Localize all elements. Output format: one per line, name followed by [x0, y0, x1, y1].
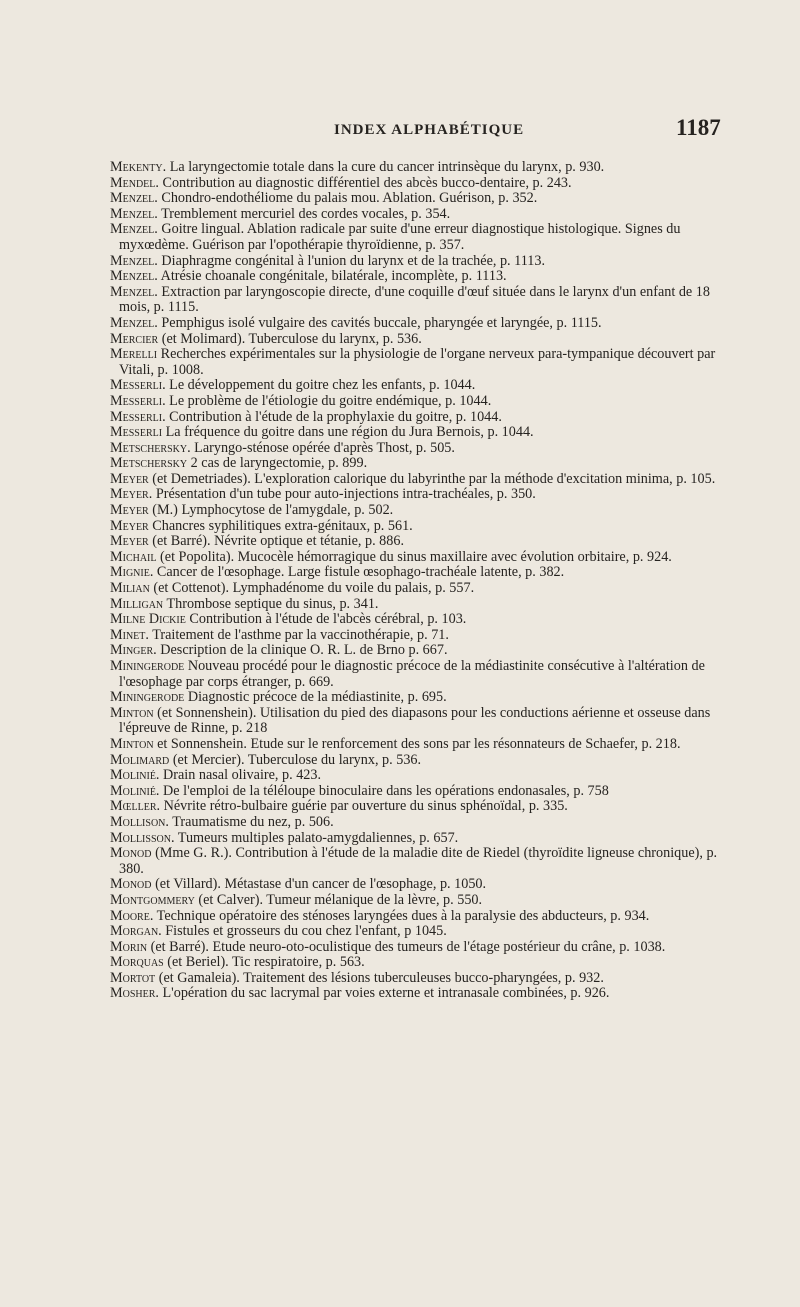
entry-text: La laryngectomie totale dans la cure du cancer intrinsèque du larynx, p. 930.	[166, 159, 605, 175]
index-entry	[110, 565, 730, 581]
index-entry	[110, 347, 730, 378]
entry-author: Moore.	[110, 907, 154, 924]
entry-author: Metschersky	[110, 455, 188, 472]
index-entry	[110, 955, 730, 971]
index-entry	[110, 410, 730, 426]
entry-author: Metschersky.	[110, 439, 191, 456]
entry-text: Diaphragme congénital à l'union du larynx et de la trachée, p. 1113.	[157, 252, 546, 269]
entry-author: Mœller.	[110, 798, 161, 815]
entry-text: (et Calver). Tumeur mélanique de la lèvre, p. 550.	[194, 891, 483, 908]
entry-author: Miningerode	[110, 658, 185, 674]
entry-text: (et Beriel). Tic respiratoire, p. 563.	[163, 954, 365, 971]
entry-text: (Mme G. R.). Contribution à l'étude de la maladie dite de Riedel (thyroïdite ligneuse chronique), p. 380.	[119, 845, 718, 877]
index-entry	[110, 940, 730, 956]
entry-text: Présentation d'un tube pour auto-injections intra-trachéales, p. 350.	[152, 486, 536, 503]
entry-text: Tremblement mercuriel des cordes vocales, p. 354.	[157, 205, 451, 222]
entry-text: Chancres syphilitiques extra-génitaux, p. 561.	[148, 517, 413, 534]
entry-author: Minet.	[110, 626, 149, 643]
entry-text: Goitre lingual. Ablation radicale par suite d'une erreur diagnostique histologique. Signes du myxœdème. Guérison par l'opothérapie thyroïdienne, p. 357.	[119, 221, 681, 253]
running-head	[0, 115, 800, 142]
entry-author: Messerli	[110, 424, 163, 441]
entry-text: (et Molimard). Tuberculose du larynx, p. 536.	[158, 330, 422, 347]
index-entry	[110, 316, 730, 332]
entry-author: Milne Dickie	[110, 611, 186, 628]
index-entry	[110, 456, 730, 472]
entry-author: Mekenty.	[110, 159, 167, 175]
index-entry	[110, 254, 730, 270]
entry-text: (M.) Lymphocytose de l'amygdale, p. 502.	[148, 502, 394, 519]
index-entry	[110, 877, 730, 893]
index-entries	[110, 160, 730, 1002]
entry-text: Diagnostic précoce de la médiastinite, p. 695.	[184, 689, 447, 706]
index-entry	[110, 550, 730, 566]
entry-author: Menzel.	[110, 252, 158, 269]
index-entry	[110, 986, 730, 1002]
entry-author: Mollison.	[110, 813, 169, 830]
entry-author: Monod	[110, 876, 152, 893]
entry-text: Drain nasal olivaire, p. 423.	[159, 767, 322, 784]
entry-author: Minger.	[110, 642, 157, 659]
entry-text: Description de la clinique O. R. L. de Brno p. 667.	[156, 642, 448, 659]
index-entry	[110, 909, 730, 925]
header-title: INDEX ALPHABÉTIQUE	[334, 122, 525, 138]
entry-text: Contribution à l'étude de l'abcès cérébral, p. 103.	[185, 611, 467, 628]
entry-text: L'opération du sac lacrymal par voies externe et intranasale combinées, p. 926.	[158, 985, 610, 1002]
entry-text: Contribution à l'étude de la prophylaxie du goitre, p. 1044.	[165, 408, 502, 425]
index-entry	[110, 176, 730, 192]
index-entry	[110, 784, 730, 800]
entry-text: Névrite rétro-bulbaire guérie par ouverture du sinus sphénoïdal, p. 335.	[160, 798, 568, 815]
entry-text: et Sonnenshein. Etude sur le renforcement des sons par les résonnateurs de Schaefer, p. 218.	[153, 735, 681, 752]
index-entry	[110, 628, 730, 644]
entry-author: Meyer.	[110, 486, 153, 503]
entry-text: De l'emploi de la téléloupe binoculaire dans les opérations endonasales, p. 758	[159, 782, 609, 799]
entry-text: Contribution au diagnostic différentiel des abcès bucco-dentaire, p. 243.	[158, 174, 572, 191]
entry-author: Morin	[110, 938, 148, 955]
entry-author: Morgan.	[110, 923, 162, 940]
entry-author: Mendel.	[110, 174, 159, 191]
index-entry	[110, 269, 730, 285]
entry-text: Extraction par laryngoscopie directe, d'une coquille d'œuf située dans le larynx d'un enfant de 18 mois, p. 1115.	[119, 283, 710, 316]
entry-text: (et Demetriades). L'exploration calorique du labyrinthe par la méthode d'excitation minima, p. 105.	[148, 470, 716, 487]
entry-text: Technique opératoire des sténoses laryngées dues à la paralysie des abducteurs, p. 934.	[153, 907, 650, 924]
entry-author: Milligan	[110, 595, 164, 612]
entry-text: (et Popolita). Mucocèle hémorragique du sinus maxillaire avec évolution orbitaire, p. 924.	[156, 548, 672, 565]
index-entry	[110, 394, 730, 410]
index-entry	[110, 643, 730, 659]
entry-author: Meyer	[110, 502, 149, 519]
index-entry	[110, 690, 730, 706]
entry-author: Messerli.	[110, 408, 166, 425]
index-entry	[110, 768, 730, 784]
index-entry	[110, 222, 730, 253]
index-entry	[110, 378, 730, 394]
entry-author: Milian	[110, 580, 150, 597]
index-entry	[110, 534, 730, 550]
entry-text: (et Barré). Névrite optique et tétanie, p. 886.	[148, 533, 405, 550]
entry-text: (et Mercier). Tuberculose du larynx, p. 536.	[169, 751, 422, 768]
index-entry	[110, 441, 730, 457]
entry-text: Atrésie choanale congénitale, bilatérale, incomplète, p. 1113.	[157, 268, 507, 285]
entry-author: Meyer	[110, 470, 149, 487]
entry-author: Mosher.	[110, 985, 159, 1002]
entry-text: (et Gamaleia). Traitement des lésions tuberculeuses bucco-pharyngées, p. 932.	[155, 969, 604, 986]
index-entry	[110, 846, 730, 877]
entry-author: Menzel.	[110, 268, 158, 285]
entry-text: (et Barré). Etude neuro-oto-oculistique des tumeurs de l'étage postérieur du crâne, p. 1038.	[147, 938, 666, 955]
entry-author: Morquas	[110, 954, 164, 971]
index-entry	[110, 207, 730, 223]
entry-text: Cancer de l'œsophage. Large fistule œsophago-trachéale latente, p. 382.	[153, 564, 565, 581]
entry-author: Mortot	[110, 969, 156, 986]
entry-author: Menzel.	[110, 205, 158, 222]
entry-author: Molinié.	[110, 782, 160, 799]
index-entry	[110, 893, 730, 909]
entry-author: Miningerode	[110, 689, 185, 706]
index-entry	[110, 160, 730, 176]
index-entry	[110, 597, 730, 613]
entry-author: Mercier	[110, 330, 159, 347]
entry-author: Menzel.	[110, 314, 158, 331]
entry-text: Le développement du goitre chez les enfants, p. 1044.	[165, 377, 476, 394]
index-entry	[110, 285, 730, 316]
index-entry	[110, 831, 730, 847]
entry-author: Montgommery	[110, 891, 195, 908]
entry-author: Meyer	[110, 533, 149, 550]
entry-text: Pemphigus isolé vulgaire des cavités buccale, pharyngée et laryngée, p. 1115.	[157, 314, 602, 331]
entry-text: Laryngo-sténose opérée d'après Thost, p. 505.	[190, 439, 455, 456]
index-entry	[110, 753, 730, 769]
entry-text: (et Villard). Métastase d'un cancer de l'œsophage, p. 1050.	[151, 876, 487, 893]
index-entry	[110, 737, 730, 753]
index-entry	[110, 815, 730, 831]
entry-author: Mignie.	[110, 564, 154, 581]
index-entry	[110, 706, 730, 737]
entry-text: Le problème de l'étiologie du goitre endémique, p. 1044.	[165, 392, 492, 409]
index-entry	[110, 487, 730, 503]
index-entry	[110, 659, 730, 690]
entry-author: Menzel.	[110, 283, 158, 300]
index-entry	[110, 581, 730, 597]
index-entry	[110, 503, 730, 519]
index-entry	[110, 472, 730, 488]
page-number: 1187	[676, 115, 721, 140]
index-entry	[110, 799, 730, 815]
entry-author: Messerli.	[110, 377, 166, 394]
entry-text: Traitement de l'asthme par la vaccinothérapie, p. 71.	[148, 626, 449, 643]
index-entry	[110, 425, 730, 441]
entry-author: Merelli	[110, 346, 158, 363]
entry-author: Meyer	[110, 517, 149, 534]
entry-text: (et Cottenot). Lymphadénome du voile du palais, p. 557.	[149, 580, 475, 597]
index-entry	[110, 924, 730, 940]
index-entry	[110, 191, 730, 207]
index-entry	[110, 612, 730, 628]
entry-text: (et Sonnenshein). Utilisation du pied des diapasons pour les conductions aérienne et osseuse dans l'épreuve de Rinne, p. 218	[119, 704, 711, 737]
entry-text: Nouveau procédé pour le diagnostic précoce de la médiastinite consécutive à l'altération de l'œsophage par corps étranger, p. 669.	[119, 658, 705, 690]
entry-author: Michail	[110, 548, 157, 565]
entry-author: Menzel.	[110, 190, 158, 207]
entry-author: Mollisson.	[110, 829, 175, 846]
index-entry	[110, 519, 730, 535]
entry-text: 2 cas de laryngectomie, p. 899.	[187, 455, 368, 472]
entry-author: Minton	[110, 735, 154, 752]
entry-author: Minton	[110, 704, 154, 721]
entry-text: Recherches expérimentales sur la physiologie de l'organe nerveux para-tympanique découvert par Vitali, p. 1008.	[119, 346, 716, 378]
entry-author: Messerli.	[110, 392, 166, 409]
entry-text: Thrombose septique du sinus, p. 341.	[163, 595, 379, 612]
entry-text: Tumeurs multiples palato-amygdaliennes, p. 657.	[174, 829, 459, 846]
entry-text: La fréquence du goitre dans une région du Jura Bernois, p. 1044.	[162, 424, 534, 441]
index-entry	[110, 332, 730, 348]
entry-text: Chondro-endothéliome du palais mou. Ablation. Guérison, p. 352.	[157, 190, 538, 207]
entry-author: Monod	[110, 845, 152, 862]
entry-text: Traumatisme du nez, p. 506.	[168, 813, 334, 830]
entry-author: Menzel.	[110, 221, 158, 238]
entry-author: Molinié.	[110, 767, 160, 784]
entry-text: Fistules et grosseurs du cou chez l'enfant, p 1045.	[161, 923, 447, 940]
index-entry	[110, 971, 730, 987]
entry-author: Molimard	[110, 751, 170, 768]
